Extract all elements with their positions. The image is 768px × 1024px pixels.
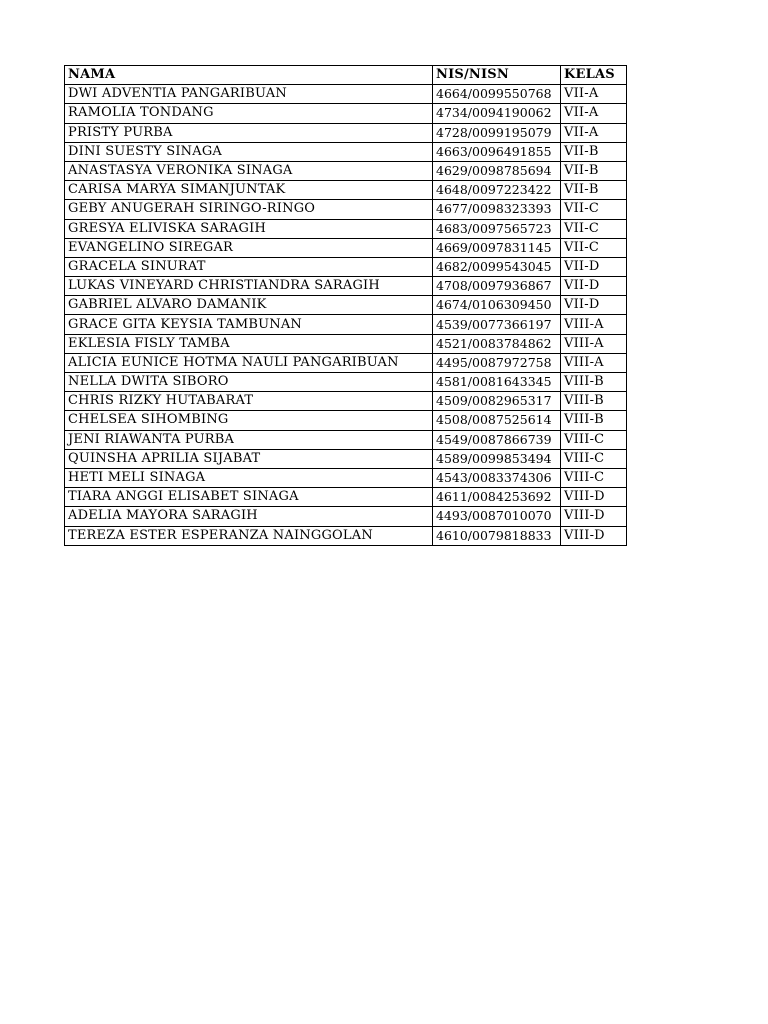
cell-nis-nisn: 4508/0087525614: [433, 411, 561, 430]
table-row: [65, 161, 627, 180]
cell-nama: GABRIEL ALVARO DAMANIK: [65, 296, 433, 315]
cell-nama: GRESYA ELIVISKA SARAGIH: [65, 219, 433, 238]
cell-kelas: VIII-B: [561, 411, 627, 430]
column-header-nama: NAMA: [65, 66, 433, 85]
cell-nama: ANASTASYA VERONIKA SINAGA: [65, 161, 433, 180]
table-row: [65, 334, 627, 353]
cell-kelas: VII-D: [561, 277, 627, 296]
cell-nama: PRISTY PURBA: [65, 123, 433, 142]
table-row: [65, 373, 627, 392]
table-row: [65, 142, 627, 161]
cell-nis-nisn: 4682/0099543045: [433, 257, 561, 276]
table-row: [65, 507, 627, 526]
table-row: [65, 238, 627, 257]
cell-nama: GRACE GITA KEYSIA TAMBUNAN: [65, 315, 433, 334]
cell-nama: QUINSHA APRILIA SIJABAT: [65, 449, 433, 468]
cell-nis-nisn: 4663/0096491855: [433, 142, 561, 161]
cell-nis-nisn: 4493/0087010070: [433, 507, 561, 526]
cell-kelas: VII-A: [561, 104, 627, 123]
cell-nama: LUKAS VINEYARD CHRISTIANDRA SARAGIH: [65, 277, 433, 296]
table-row: [65, 85, 627, 104]
cell-nama: EKLESIA FISLY TAMBA: [65, 334, 433, 353]
cell-nama: DWI ADVENTIA PANGARIBUAN: [65, 85, 433, 104]
table-row: [65, 181, 627, 200]
cell-nama: ADELIA MAYORA SARAGIH: [65, 507, 433, 526]
cell-kelas: VII-B: [561, 181, 627, 200]
table-row: [65, 296, 627, 315]
table-row: [65, 449, 627, 468]
cell-nis-nisn: 4677/0098323393: [433, 200, 561, 219]
cell-kelas: VII-B: [561, 161, 627, 180]
header-row: [65, 66, 627, 85]
cell-kelas: VII-A: [561, 123, 627, 142]
cell-nama: DINI SUESTY SINAGA: [65, 142, 433, 161]
cell-nis-nisn: 4683/0097565723: [433, 219, 561, 238]
table-row: [65, 488, 627, 507]
cell-nis-nisn: 4521/0083784862: [433, 334, 561, 353]
cell-nis-nisn: 4581/0081643345: [433, 373, 561, 392]
cell-nis-nisn: 4664/0099550768: [433, 85, 561, 104]
column-header-nis-nisn: NIS/NISN: [433, 66, 561, 85]
cell-nis-nisn: 4509/0082965317: [433, 392, 561, 411]
cell-nis-nisn: 4708/0097936867: [433, 277, 561, 296]
table-row: [65, 468, 627, 487]
cell-nis-nisn: 4674/0106309450: [433, 296, 561, 315]
cell-nama: CARISA MARYA SIMANJUNTAK: [65, 181, 433, 200]
cell-kelas: VII-C: [561, 219, 627, 238]
table-row: [65, 430, 627, 449]
cell-nis-nisn: 4648/0097223422: [433, 181, 561, 200]
cell-nama: GEBY ANUGERAH SIRINGO-RINGO: [65, 200, 433, 219]
cell-kelas: VIII-D: [561, 526, 627, 545]
table-row: [65, 526, 627, 545]
cell-kelas: VIII-C: [561, 468, 627, 487]
cell-kelas: VIII-C: [561, 430, 627, 449]
cell-kelas: VII-B: [561, 142, 627, 161]
cell-kelas: VII-C: [561, 200, 627, 219]
cell-kelas: VIII-B: [561, 373, 627, 392]
table-row: [65, 315, 627, 334]
cell-kelas: VIII-D: [561, 488, 627, 507]
cell-nama: JENI RIAWANTA PURBA: [65, 430, 433, 449]
cell-nis-nisn: 4549/0087866739: [433, 430, 561, 449]
cell-kelas: VII-A: [561, 85, 627, 104]
cell-nama: RAMOLIA TONDANG: [65, 104, 433, 123]
cell-nama: GRACELA SINURAT: [65, 257, 433, 276]
cell-kelas: VIII-C: [561, 449, 627, 468]
cell-kelas: VIII-A: [561, 334, 627, 353]
column-header-kelas: KELAS: [561, 66, 627, 85]
cell-kelas: VIII-A: [561, 353, 627, 372]
cell-kelas: VIII-A: [561, 315, 627, 334]
table-row: [65, 104, 627, 123]
table-row: [65, 353, 627, 372]
table-row: [65, 123, 627, 142]
table-row: [65, 200, 627, 219]
cell-nis-nisn: 4728/0099195079: [433, 123, 561, 142]
cell-nama: TIARA ANGGI ELISABET SINAGA: [65, 488, 433, 507]
cell-nama: CHELSEA SIHOMBING: [65, 411, 433, 430]
cell-nis-nisn: 4611/0084253692: [433, 488, 561, 507]
cell-nis-nisn: 4543/0083374306: [433, 468, 561, 487]
cell-nis-nisn: 4610/0079818833: [433, 526, 561, 545]
table-row: [65, 411, 627, 430]
cell-kelas: VII-D: [561, 296, 627, 315]
cell-nama: NELLA DWITA SIBORO: [65, 373, 433, 392]
cell-nama: EVANGELINO SIREGAR: [65, 238, 433, 257]
cell-kelas: VIII-B: [561, 392, 627, 411]
cell-nama: ALICIA EUNICE HOTMA NAULI PANGARIBUAN: [65, 353, 433, 372]
cell-nis-nisn: 4589/0099853494: [433, 449, 561, 468]
cell-kelas: VIII-D: [561, 507, 627, 526]
cell-kelas: VII-C: [561, 238, 627, 257]
table-row: [65, 392, 627, 411]
cell-nis-nisn: 4629/0098785694: [433, 161, 561, 180]
cell-nis-nisn: 4734/0094190062: [433, 104, 561, 123]
cell-nis-nisn: 4495/0087972758: [433, 353, 561, 372]
cell-nama: TEREZA ESTER ESPERANZA NAINGGOLAN: [65, 526, 433, 545]
cell-kelas: VII-D: [561, 257, 627, 276]
cell-nis-nisn: 4669/0097831145: [433, 238, 561, 257]
cell-nis-nisn: 4539/0077366197: [433, 315, 561, 334]
cell-nama: HETI MELI SINAGA: [65, 468, 433, 487]
table-row: [65, 257, 627, 276]
student-table: [64, 65, 627, 546]
cell-nama: CHRIS RIZKY HUTABARAT: [65, 392, 433, 411]
table-row: [65, 277, 627, 296]
table-row: [65, 219, 627, 238]
table-body: [65, 85, 627, 546]
